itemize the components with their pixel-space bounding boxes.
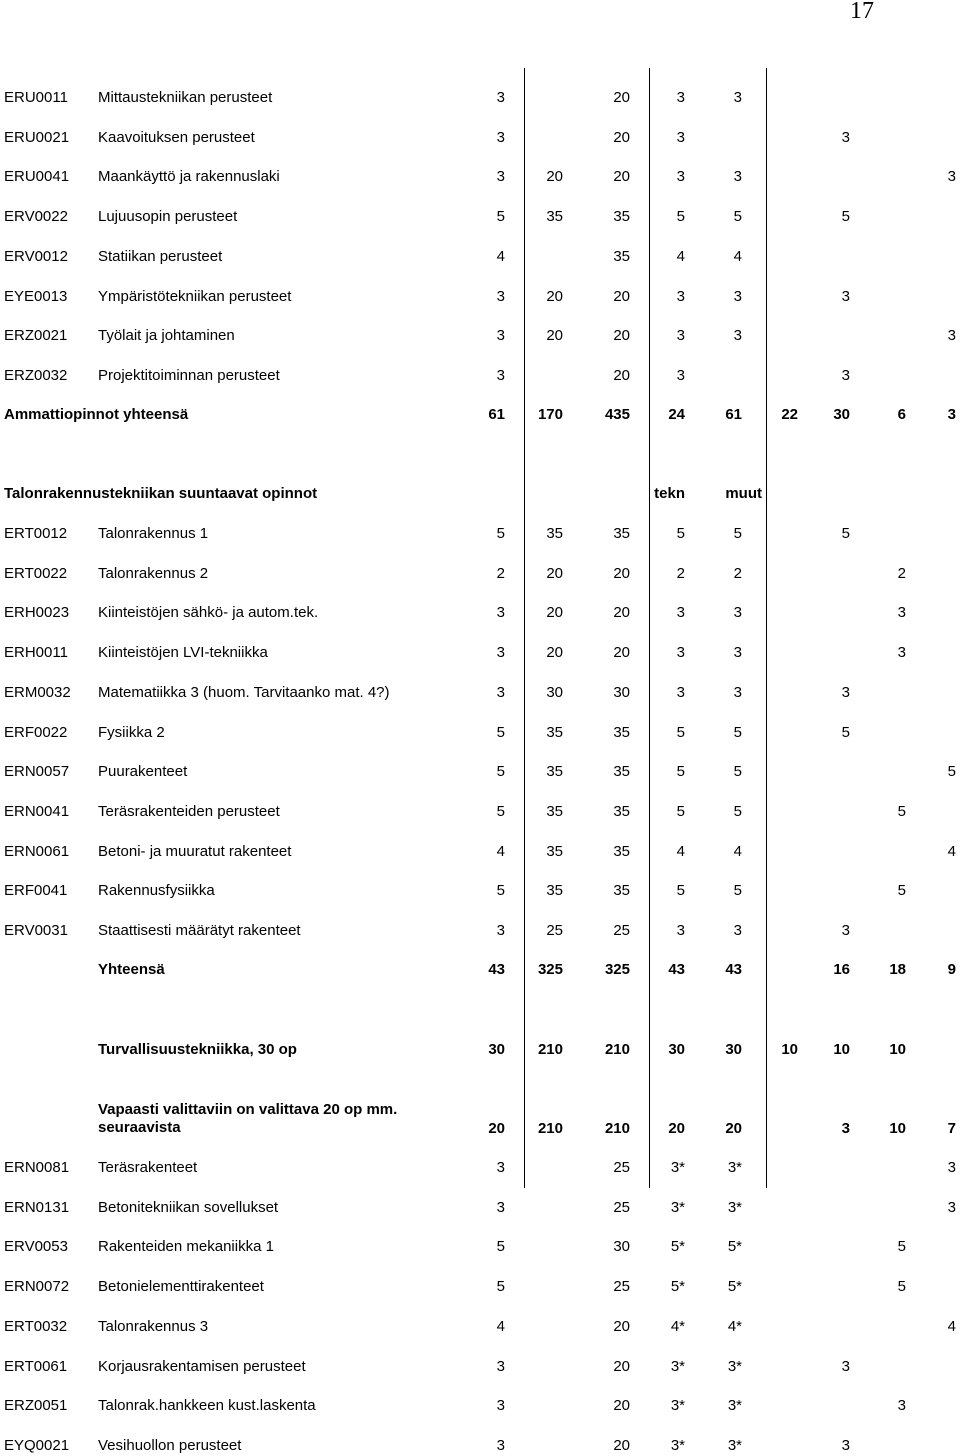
course-code: ERZ0021: [4, 327, 68, 344]
course-code: ERT0032: [4, 1318, 68, 1335]
value-cell: 3: [676, 604, 685, 621]
value-cell: 5: [841, 724, 850, 741]
table-row: [0, 1396, 960, 1416]
table-row: [0, 524, 960, 544]
value-cell: 170: [537, 406, 563, 423]
course-name: Korjausrakentamisen perusteet: [98, 1358, 306, 1375]
value-cell: 325: [537, 961, 563, 978]
course-name: Lujuusopin perusteet: [98, 208, 238, 225]
course-code: ERU0041: [4, 168, 70, 185]
value-cell: 3: [841, 288, 850, 305]
course-name: Kaavoituksen perusteet: [98, 129, 255, 146]
value-cell: 3: [733, 922, 742, 939]
value-cell: 5: [841, 208, 850, 225]
value-cell: 3: [496, 129, 505, 146]
value-cell: 3: [496, 327, 505, 344]
value-cell: 22: [781, 406, 798, 423]
course-name: Työlait ja johtaminen: [98, 327, 235, 344]
course-code: ERT0061: [4, 1358, 68, 1375]
value-cell: 3: [947, 1199, 956, 1216]
table-row: [0, 88, 960, 108]
value-cell: 3: [676, 288, 685, 305]
value-cell: 4: [733, 843, 742, 860]
table-row: [0, 128, 960, 148]
value-cell: 9: [947, 961, 956, 978]
table-row: [0, 366, 960, 386]
value-cell: 5: [676, 803, 685, 820]
value-cell: 35: [546, 525, 563, 542]
course-name: Vesihuollon perusteet: [98, 1437, 242, 1454]
value-cell: 4: [676, 843, 685, 860]
subtotal-row: [0, 405, 960, 425]
course-name: Kiinteistöjen LVI-tekniikka: [98, 644, 268, 661]
course-name: Maankäyttö ja rakennuslaki: [98, 168, 280, 185]
value-cell: 43: [488, 961, 505, 978]
course-name: Matematiikka 3 (huom. Tarvitaanko mat. 4?): [98, 684, 390, 701]
value-cell: 3*: [727, 1159, 742, 1176]
value-cell: 3: [733, 327, 742, 344]
value-cell: 30: [546, 684, 563, 701]
value-cell: 3*: [727, 1397, 742, 1414]
table-row: [0, 1436, 960, 1456]
value-cell: 5: [676, 882, 685, 899]
course-code: ERN0072: [4, 1278, 70, 1295]
value-cell: 7: [947, 1120, 956, 1137]
course-name: Talonrakennus 2: [98, 565, 209, 582]
elective-label-line2: seuraavista: [98, 1119, 181, 1136]
value-cell: 3: [496, 168, 505, 185]
value-cell: 210: [604, 1041, 630, 1058]
table-row: [0, 287, 960, 307]
value-cell: 20: [546, 604, 563, 621]
value-cell: 5: [496, 1278, 505, 1295]
value-cell: 5: [676, 525, 685, 542]
value-cell: 35: [613, 525, 630, 542]
value-cell: 20: [613, 327, 630, 344]
value-cell: 3*: [670, 1159, 685, 1176]
value-cell: 3*: [727, 1358, 742, 1375]
value-cell: 10: [889, 1041, 906, 1058]
value-cell: 5: [676, 208, 685, 225]
course-name: Statiikan perusteet: [98, 248, 223, 265]
table-row: [0, 1237, 960, 1257]
value-cell: 3: [496, 1437, 505, 1454]
value-cell: 20: [546, 327, 563, 344]
value-cell: 20: [613, 604, 630, 621]
value-cell: 3: [676, 684, 685, 701]
value-cell: 10: [889, 1120, 906, 1137]
value-cell: 35: [613, 208, 630, 225]
course-code: ERU0021: [4, 129, 70, 146]
value-cell: 5: [496, 882, 505, 899]
value-cell: 20: [613, 288, 630, 305]
section-title: Talonrakennustekniikan suuntaavat opinnot: [4, 485, 318, 502]
value-cell: 5: [496, 525, 505, 542]
table-row: [0, 247, 960, 267]
value-cell: 5: [496, 1238, 505, 1255]
course-code: EYQ0021: [4, 1437, 70, 1454]
course-name: Betoni- ja muuratut rakenteet: [98, 843, 292, 860]
value-cell: 20: [488, 1120, 505, 1137]
course-name: Rakenteiden mekaniikka 1: [98, 1238, 274, 1255]
column-label-tekn: tekn: [654, 485, 685, 502]
value-cell: 30: [833, 406, 850, 423]
table-row: [0, 167, 960, 187]
course-code: ERZ0051: [4, 1397, 68, 1414]
value-cell: 61: [488, 406, 505, 423]
value-cell: 4: [496, 1318, 505, 1335]
table-row: [0, 643, 960, 663]
course-code: ERN0081: [4, 1159, 70, 1176]
course-code: ERF0041: [4, 882, 68, 899]
table-row: [0, 603, 960, 623]
value-cell: 16: [833, 961, 850, 978]
value-cell: 30: [725, 1041, 742, 1058]
table-row: [0, 723, 960, 743]
value-cell: 10: [781, 1041, 798, 1058]
value-cell: 25: [613, 1199, 630, 1216]
table-row: [0, 1158, 960, 1178]
value-cell: 5: [733, 724, 742, 741]
value-cell: 61: [725, 406, 742, 423]
value-cell: 30: [668, 1041, 685, 1058]
value-cell: 35: [546, 724, 563, 741]
value-cell: 3: [733, 604, 742, 621]
value-cell: 3: [496, 1199, 505, 1216]
value-cell: 4*: [670, 1318, 685, 1335]
table-row: [0, 564, 960, 584]
value-cell: 5: [676, 724, 685, 741]
section-header: [0, 484, 960, 504]
value-cell: 3: [841, 1120, 850, 1137]
value-cell: 20: [613, 1358, 630, 1375]
value-cell: 30: [613, 684, 630, 701]
table-row: [0, 921, 960, 941]
course-name: Teräsrakenteiden perusteet: [98, 803, 280, 820]
value-cell: 5*: [727, 1278, 742, 1295]
value-cell: 20: [546, 168, 563, 185]
course-name: Kiinteistöjen sähkö- ja autom.tek.: [98, 604, 319, 621]
value-cell: 5: [733, 525, 742, 542]
table-divider: [649, 68, 650, 1188]
value-cell: 35: [546, 803, 563, 820]
course-code: ERM0032: [4, 684, 71, 701]
value-cell: 3: [496, 644, 505, 661]
subtotal-label: Ammattiopinnot yhteensä: [4, 406, 189, 423]
value-cell: 6: [897, 406, 906, 423]
value-cell: 5: [496, 724, 505, 741]
value-cell: 3: [733, 644, 742, 661]
table-row: [0, 207, 960, 227]
value-cell: 3: [897, 644, 906, 661]
value-cell: 3: [841, 684, 850, 701]
course-code: ERH0023: [4, 604, 70, 621]
value-cell: 3: [496, 922, 505, 939]
course-code: ERT0022: [4, 565, 68, 582]
value-cell: 35: [546, 208, 563, 225]
course-name: Rakennusfysiikka: [98, 882, 215, 899]
value-cell: 35: [613, 248, 630, 265]
value-cell: 25: [613, 922, 630, 939]
course-name: Teräsrakenteet: [98, 1159, 198, 1176]
value-cell: 20: [613, 367, 630, 384]
value-cell: 5: [947, 763, 956, 780]
value-cell: 210: [604, 1120, 630, 1137]
value-cell: 210: [537, 1041, 563, 1058]
value-cell: 3: [947, 1159, 956, 1176]
value-cell: 3: [841, 922, 850, 939]
course-name: Betonitekniikan sovellukset: [98, 1199, 279, 1216]
value-cell: 3: [897, 1397, 906, 1414]
value-cell: 20: [613, 168, 630, 185]
course-name: Projektitoiminnan perusteet: [98, 367, 280, 384]
value-cell: 5: [733, 803, 742, 820]
course-code: ERN0041: [4, 803, 70, 820]
value-cell: 20: [725, 1120, 742, 1137]
value-cell: 20: [613, 1318, 630, 1335]
table-row: [0, 1317, 960, 1337]
value-cell: 3: [733, 168, 742, 185]
value-cell: 5: [733, 882, 742, 899]
value-cell: 2: [897, 565, 906, 582]
value-cell: 20: [546, 644, 563, 661]
total-label: Yhteensä: [98, 961, 165, 978]
value-cell: 2: [733, 565, 742, 582]
value-cell: 3: [676, 129, 685, 146]
value-cell: 210: [537, 1120, 563, 1137]
course-name: Talonrakennus 3: [98, 1318, 209, 1335]
value-cell: 30: [488, 1041, 505, 1058]
value-cell: 3: [733, 89, 742, 106]
table-divider: [766, 68, 767, 1188]
value-cell: 3: [733, 684, 742, 701]
page-number: 17: [850, 0, 874, 24]
elective-row: [0, 1119, 960, 1139]
value-cell: 4: [496, 843, 505, 860]
table-row: [0, 683, 960, 703]
course-code: ERT0012: [4, 525, 68, 542]
value-cell: 5*: [670, 1278, 685, 1295]
value-cell: 3: [676, 89, 685, 106]
value-cell: 24: [668, 406, 685, 423]
value-cell: 4: [676, 248, 685, 265]
value-cell: 3: [496, 1358, 505, 1375]
value-cell: 3*: [670, 1437, 685, 1454]
value-cell: 43: [668, 961, 685, 978]
value-cell: 4: [496, 248, 505, 265]
course-name: Betonielementtirakenteet: [98, 1278, 264, 1295]
value-cell: 3: [947, 168, 956, 185]
value-cell: 5: [496, 763, 505, 780]
course-code: ERN0061: [4, 843, 70, 860]
value-cell: 20: [613, 644, 630, 661]
value-cell: 20: [613, 1437, 630, 1454]
value-cell: 25: [613, 1159, 630, 1176]
value-cell: 35: [613, 843, 630, 860]
value-cell: 4: [947, 1318, 956, 1335]
value-cell: 3*: [670, 1358, 685, 1375]
value-cell: 3: [676, 922, 685, 939]
value-cell: 3*: [727, 1199, 742, 1216]
track-row: [0, 1040, 960, 1060]
value-cell: 35: [613, 724, 630, 741]
course-name: Fysiikka 2: [98, 724, 165, 741]
value-cell: 3: [496, 684, 505, 701]
value-cell: 5: [733, 763, 742, 780]
course-code: ERV0031: [4, 922, 68, 939]
value-cell: 43: [725, 961, 742, 978]
value-cell: 4*: [727, 1318, 742, 1335]
value-cell: 5: [496, 208, 505, 225]
value-cell: 35: [546, 882, 563, 899]
course-code: ERV0053: [4, 1238, 68, 1255]
value-cell: 5*: [670, 1238, 685, 1255]
value-cell: 35: [613, 763, 630, 780]
value-cell: 5: [897, 1278, 906, 1295]
course-name: Talonrak.hankkeen kust.laskenta: [98, 1397, 316, 1414]
value-cell: 35: [546, 763, 563, 780]
value-cell: 3: [496, 288, 505, 305]
value-cell: 3: [496, 89, 505, 106]
course-code: ERN0057: [4, 763, 70, 780]
course-code: EYE0013: [4, 288, 68, 305]
table-row: [0, 762, 960, 782]
value-cell: 2: [676, 565, 685, 582]
value-cell: 3: [496, 1159, 505, 1176]
course-code: ERV0012: [4, 248, 68, 265]
table-row: [0, 326, 960, 346]
value-cell: 3: [841, 367, 850, 384]
elective-label-line1: Vapaasti valittaviin on valittava 20 op mm.: [98, 1101, 398, 1118]
value-cell: 25: [613, 1278, 630, 1295]
value-cell: 30: [613, 1238, 630, 1255]
course-name: Mittaustekniikan perusteet: [98, 89, 273, 106]
value-cell: 3: [947, 327, 956, 344]
value-cell: 3: [676, 168, 685, 185]
table-row: [0, 802, 960, 822]
value-cell: 5: [897, 803, 906, 820]
value-cell: 2: [496, 565, 505, 582]
value-cell: 3*: [727, 1437, 742, 1454]
value-cell: 20: [613, 565, 630, 582]
track-label: Turvallisuustekniikka, 30 op: [98, 1041, 297, 1058]
value-cell: 435: [604, 406, 630, 423]
value-cell: 3: [841, 1358, 850, 1375]
value-cell: 20: [613, 129, 630, 146]
value-cell: 3: [496, 604, 505, 621]
course-name: Ympäristötekniikan perusteet: [98, 288, 292, 305]
value-cell: 18: [889, 961, 906, 978]
value-cell: 5: [841, 525, 850, 542]
value-cell: 3: [897, 604, 906, 621]
course-code: ERU0011: [4, 89, 68, 106]
table-row: [0, 842, 960, 862]
value-cell: 3: [676, 644, 685, 661]
course-code: ERN0131: [4, 1199, 70, 1216]
value-cell: 3: [676, 327, 685, 344]
value-cell: 20: [546, 288, 563, 305]
value-cell: 3: [676, 367, 685, 384]
course-name: Puurakenteet: [98, 763, 188, 780]
value-cell: 3: [496, 1397, 505, 1414]
value-cell: 20: [613, 1397, 630, 1414]
column-label-muut: muut: [725, 485, 762, 502]
value-cell: 325: [604, 961, 630, 978]
total-row: [0, 960, 960, 980]
value-cell: 3: [733, 288, 742, 305]
table-row: [0, 1198, 960, 1218]
table-divider: [524, 68, 525, 1188]
value-cell: 5*: [727, 1238, 742, 1255]
value-cell: 5: [496, 803, 505, 820]
value-cell: 20: [668, 1120, 685, 1137]
value-cell: 3*: [670, 1199, 685, 1216]
value-cell: 3: [947, 406, 956, 423]
course-name: Talonrakennus 1: [98, 525, 209, 542]
value-cell: 3: [841, 129, 850, 146]
value-cell: 3: [496, 367, 505, 384]
value-cell: 10: [833, 1041, 850, 1058]
value-cell: 3: [841, 1437, 850, 1454]
value-cell: 4: [733, 248, 742, 265]
course-code: ERH0011: [4, 644, 68, 661]
course-name: Staattisesti määrätyt rakenteet: [98, 922, 301, 939]
value-cell: 35: [613, 882, 630, 899]
value-cell: 3*: [670, 1397, 685, 1414]
course-code: ERZ0032: [4, 367, 68, 384]
value-cell: 35: [546, 843, 563, 860]
value-cell: 35: [613, 803, 630, 820]
value-cell: 5: [676, 763, 685, 780]
table-row: [0, 1277, 960, 1297]
table-row: [0, 1357, 960, 1377]
course-code: ERV0022: [4, 208, 68, 225]
table-row: [0, 881, 960, 901]
value-cell: 20: [613, 89, 630, 106]
course-code: ERF0022: [4, 724, 68, 741]
value-cell: 20: [546, 565, 563, 582]
value-cell: 5: [733, 208, 742, 225]
value-cell: 5: [897, 1238, 906, 1255]
value-cell: 4: [947, 843, 956, 860]
value-cell: 25: [546, 922, 563, 939]
value-cell: 5: [897, 882, 906, 899]
